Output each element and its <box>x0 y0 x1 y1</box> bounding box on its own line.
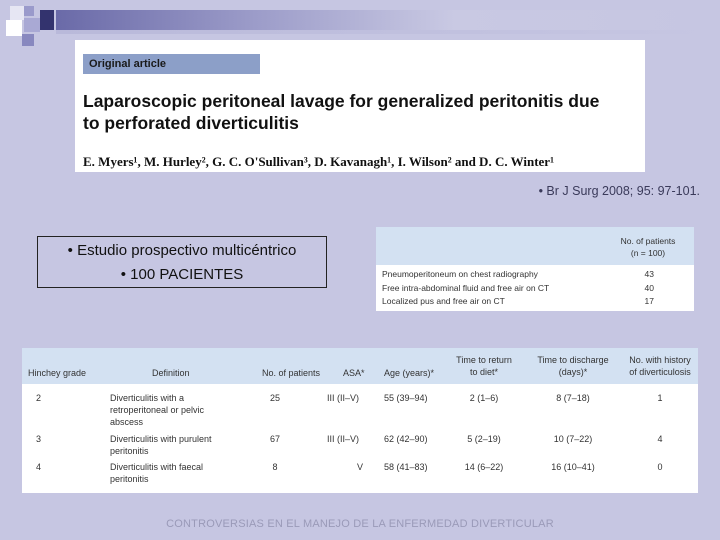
row-label: Localized pus and free air on CT <box>382 296 505 306</box>
definition-line: peritonitis <box>110 446 149 456</box>
cell-definition <box>110 392 204 428</box>
row-label: Free intra-abdominal fluid and free air on CT <box>382 283 550 293</box>
cell-definition <box>110 433 212 457</box>
column-header: No. of patients <box>262 368 321 378</box>
column-header: Age (years)* <box>384 368 435 378</box>
column-header-line: of diverticulosis <box>629 367 691 377</box>
article-authors: E. Myers¹, M. Hurley², G. C. O'Sullivan³, D. Kavanagh¹, I. Wilson² and D. C. Winter¹ <box>83 154 554 169</box>
citation: • Br J Surg 2008; 95: 97-101. <box>538 184 700 198</box>
column-header-line: to diet* <box>469 367 499 377</box>
header-gradient-bar-thin <box>56 30 720 34</box>
column-header-line: No. of patients <box>620 236 676 246</box>
column-header <box>608 235 688 259</box>
cell-history: 0 <box>657 462 663 472</box>
slide-footer: CONTROVERSIAS EN EL MANEJO DE LA ENFERMEDAD DIVERTICULAR <box>166 518 554 530</box>
cell-discharge: 8 (7–18) <box>556 393 590 403</box>
cell-discharge: 16 (10–41) <box>551 462 595 472</box>
study-box <box>37 236 327 288</box>
article-tag: Original article <box>83 54 260 74</box>
definition-line: retroperitoneal or pelvic <box>110 405 205 415</box>
cell-return: 2 (1–6) <box>469 393 499 403</box>
cell-patients: 67 <box>269 434 280 444</box>
table-row <box>382 282 688 294</box>
cell-grade: 2 <box>36 393 42 403</box>
column-header: ASA* <box>343 368 365 378</box>
column-header-line: No. with history <box>629 355 691 365</box>
definition-line: Diverticulitis with faecal <box>110 462 204 472</box>
presentation-table <box>376 227 694 311</box>
cell-age: 62 (42–90) <box>384 434 428 444</box>
article-title-line: Laparoscopic peritoneal lavage for generalized peritonitis due <box>83 91 600 111</box>
cell-age: 58 (41–83) <box>384 462 428 472</box>
patient-count: • 100 PACIENTES <box>120 266 244 283</box>
column-header: Definition <box>152 368 190 378</box>
cell-grade: 4 <box>36 462 42 472</box>
row-value: 40 <box>644 283 654 293</box>
cell-discharge: 10 (7–22) <box>553 434 593 444</box>
definition-line: Diverticulitis with purulent <box>110 434 212 444</box>
article-header <box>75 40 645 172</box>
column-header-line: (days)* <box>558 367 588 377</box>
cell-asa: III (II–V) <box>327 434 360 444</box>
cell-return: 14 (6–22) <box>464 462 504 472</box>
column-header-line: Time to discharge <box>537 355 609 365</box>
row-value: 17 <box>644 296 654 306</box>
column-header <box>442 354 526 378</box>
cell-grade: 3 <box>36 434 42 444</box>
article-title <box>83 90 643 134</box>
cell-patients: 25 <box>269 393 280 403</box>
definition-line: peritonitis <box>110 474 149 484</box>
cell-asa: V <box>356 462 363 472</box>
decor-square <box>6 20 22 36</box>
table-row <box>382 295 688 307</box>
column-header: Hinchey grade <box>28 368 87 378</box>
definition-line: abscess <box>110 417 144 427</box>
decor-square <box>24 18 40 32</box>
decor-square <box>10 6 24 20</box>
row-label: Pneumoperitoneum on chest radiography <box>382 269 538 279</box>
decor-square <box>22 34 34 46</box>
decor-square <box>24 6 34 16</box>
article-title-line: to perforated diverticulitis <box>83 113 299 133</box>
header-gradient-bar <box>56 10 720 30</box>
cell-history: 4 <box>657 434 663 444</box>
column-header-line: (n = 100) <box>630 248 666 258</box>
cell-asa: III (II–V) <box>327 393 360 403</box>
row-value: 43 <box>644 269 654 279</box>
column-header-line: Time to return <box>456 355 512 365</box>
column-header <box>620 354 700 378</box>
definition-line: Diverticulitis with a <box>110 393 185 403</box>
table-row <box>382 268 688 280</box>
cell-return: 5 (2–19) <box>467 434 501 444</box>
column-header <box>525 354 621 378</box>
hinchey-table <box>22 348 698 493</box>
cell-patients: 8 <box>272 462 278 472</box>
cell-age: 55 (39–94) <box>384 393 428 403</box>
study-type: • Estudio prospectivo multicéntrico <box>67 242 297 259</box>
decor-square <box>40 10 54 30</box>
cell-history: 1 <box>657 393 663 403</box>
cell-definition <box>110 461 203 485</box>
